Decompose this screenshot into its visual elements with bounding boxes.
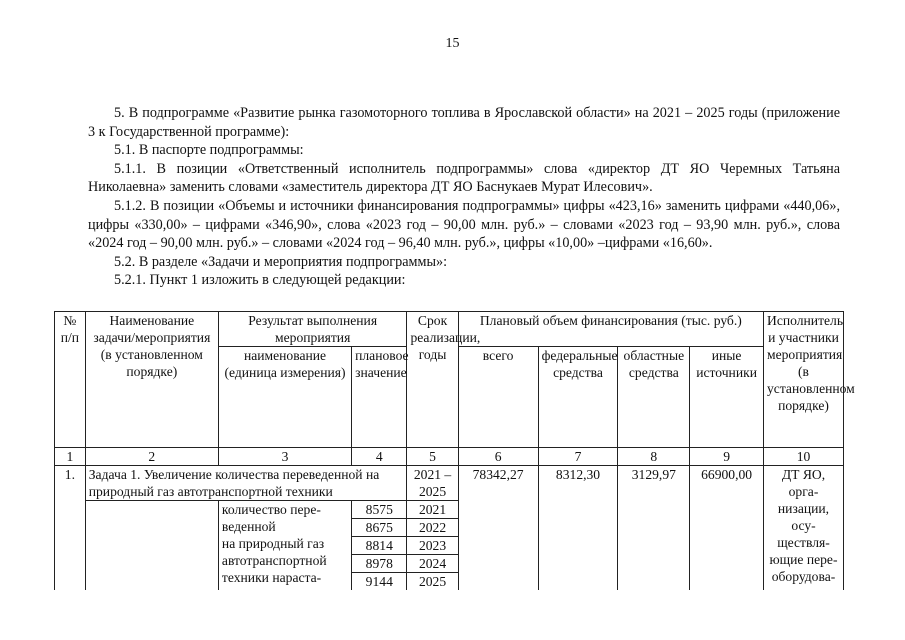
indicator-row: [55, 501, 844, 591]
indicator-total-cell: [458, 501, 538, 591]
column-number: 8: [618, 448, 690, 466]
executor-line: ющие пере-: [769, 552, 838, 567]
header-federal: федеральные средства: [538, 347, 618, 448]
indicator-regional-cell: [618, 501, 690, 591]
header-result: Результат выполнения мероприятия: [218, 312, 407, 347]
paragraph: 5.1.1. В позиции «Ответственный исполнитель подпрограммы» слова «директор ДТ ЯО Черемных Татьяна Николаевна» заменить словами «заместитель директора ДТ ЯО Баснукаев Мурат Илесович».: [88, 160, 840, 196]
indicator-value: 8978: [352, 555, 406, 573]
column-number: 2: [85, 448, 218, 466]
executor-line: ДТ ЯО,: [781, 467, 826, 482]
task-federal: 8312,30: [538, 466, 618, 501]
column-number: 3: [218, 448, 351, 466]
indicator-value: 8575: [352, 501, 406, 519]
indicator-year: 2023: [407, 537, 457, 555]
subprogram-table: [54, 311, 855, 590]
column-number-row: [55, 448, 844, 466]
executor-line: ществля-: [777, 535, 830, 550]
column-number: 7: [538, 448, 618, 466]
column-number: 4: [352, 448, 407, 466]
paragraph: 5. В подпрограмме «Развитие рынка газомоторного топлива в Ярославской области» на 2021 – 2025 годы (приложение 3 к Государственной программе):: [88, 105, 840, 140]
paragraph: 5.1. В паспорте подпрограммы:: [114, 142, 304, 159]
indicator-line: автотранспортной: [221, 553, 327, 568]
header-result-name: наименование (единица измерения): [218, 347, 351, 448]
column-number: 10: [764, 448, 844, 466]
task-executor: [764, 466, 844, 591]
indicator-year: 2025: [418, 574, 447, 589]
indicator-value: 8814: [352, 537, 406, 555]
header-regional: областные средства: [618, 347, 690, 448]
column-number: 5: [407, 448, 458, 466]
header-other: иные источники: [690, 347, 764, 448]
indicator-year: 2021: [407, 501, 457, 519]
indicator-values: [352, 501, 407, 591]
indicator-federal-cell: [538, 501, 618, 591]
task-row: [55, 466, 844, 501]
header-funding: Плановый объем финансирования (тыс. руб.): [458, 312, 763, 347]
indicator-years: [407, 501, 458, 591]
task-regional: 3129,97: [618, 466, 690, 501]
paragraph: 5.2.1. Пункт 1 изложить в следующей редакции:: [114, 272, 406, 289]
header-num: № п/п: [55, 312, 86, 448]
header-total: всего: [458, 347, 538, 448]
indicator-line: количество пере-: [221, 502, 321, 517]
header-term: Срок реализации, годы: [407, 312, 458, 448]
executor-line: орга-: [788, 484, 819, 499]
header-task: Наименование задачи/мероприятия (в установленном порядке): [85, 312, 218, 448]
document-body: [88, 104, 840, 290]
executor-line: низации,: [777, 501, 830, 516]
executor-line: оборудова-: [771, 569, 836, 584]
column-number: 9: [690, 448, 764, 466]
header-row: [55, 312, 844, 347]
header-executor: Исполнитель и участники мероприятия (в установленном порядке): [764, 312, 844, 448]
page-number: 15: [445, 36, 460, 51]
indicator-task-cell: [85, 501, 218, 591]
task-other: 66900,00: [690, 466, 764, 501]
paragraph: 5.1.2. В позиции «Объемы и источники финансирования подпрограммы» цифры «423,16» заменить цифрами «440,06», цифры «330,00» – цифрами «346,90», слова «2023 год – 90,00 млн. руб.» – словами «2023 год – 93,90 млн. руб.», слова «2024 год – 90,00 млн. руб.» – словами «2024 год – 96,40 млн. руб.», цифры «10,00» –цифрами «16,60».: [88, 197, 840, 252]
header-result-value: плановое значение: [352, 347, 407, 448]
indicator-value: 8675: [352, 519, 406, 537]
indicator-other-cell: [690, 501, 764, 591]
task-total: 78342,27: [458, 466, 538, 501]
indicator-name: [218, 501, 351, 591]
indicator-line: техники нараста-: [221, 570, 322, 585]
indicator-line: веденной: [221, 519, 276, 534]
task-num: 1.: [55, 466, 86, 591]
column-number: 1: [55, 448, 86, 466]
indicator-value: 9144: [365, 574, 393, 589]
executor-line: осу-: [791, 518, 816, 533]
indicator-line: на природный газ: [221, 536, 325, 551]
task-term: 2021 – 2025: [407, 466, 458, 501]
column-number: 6: [458, 448, 538, 466]
task-name: Задача 1. Увеличение количества переведенной на природный газ автотранспортной техники: [85, 466, 407, 501]
indicator-year: 2024: [407, 555, 457, 573]
paragraph: 5.2. В разделе «Задачи и мероприятия подпрограммы»:: [114, 253, 448, 270]
indicator-year: 2022: [407, 519, 457, 537]
